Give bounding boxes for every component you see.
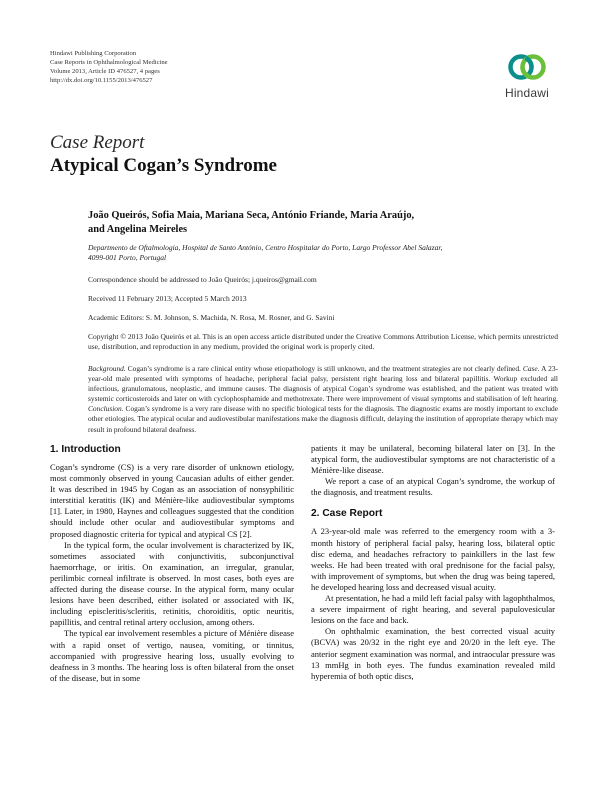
intro-paragraph-report: We report a case of an atypical Cogan’s syndrome, the workup of the diagnosis, and treatment results. [311, 476, 555, 498]
abstract-conclusion-label: Conclusion. [88, 404, 124, 414]
received-dates: Received 11 February 2013; Accepted 5 March 2013 [88, 294, 247, 303]
abstract-conclusion-text: Cogan’s syndrome is a very rare disease with no specific biological tests for the diagnosis. The diagnostic exams are mostly important to exclude other etiologies. The atypical ocular and audiovestibular manifestations make the diagnosis difficult, delaying the institution of appropriate therapy which may result in profound bilateral deafness. [88, 404, 558, 434]
logo-wordmark: Hindawi [504, 86, 550, 100]
authors-line-1: João Queirós, Sofia Maia, Mariana Seca, António Friande, Maria Araújo, [88, 210, 415, 221]
abstract-case-text: A 23-year-old male presented with symptoms of headache, peripheral facial palsy, persistent right hearing loss and bilateral papillitis. Workup excluded all infectious, granulomatous, neoplastic, and immune causes. The diagnosis of atypical Cogan’s syndrome was established, and the patient was treated with systemic corticosteroids and later on with cyclophosphamide and methotrexate. There were improvement of visual symptoms and stabilisation of left hearing. [88, 364, 558, 404]
author-list [88, 209, 558, 236]
affiliation-line-2: 4099-001 Porto, Portugal [88, 253, 167, 262]
article-title: Atypical Cogan’s Syndrome [50, 155, 277, 176]
journal-header [50, 49, 370, 85]
doi-link[interactable]: http://dx.doi.org/10.1155/2013/476527 [50, 77, 153, 84]
hindawi-rings-icon [507, 47, 547, 87]
copyright-notice: Copyright © 2013 João Queirós et al. This is an open access article distributed under the Creative Commons Attribution License, which permits unrestricted use, distribution, and reproduction in any medium, provided the original work is properly cited. [88, 332, 558, 351]
abstract-case-label: Case. [522, 364, 540, 373]
volume-info: Volume 2013, Article ID 476527, 4 pages [50, 68, 160, 75]
left-column [50, 443, 294, 684]
abstract-background-label: Background. [88, 364, 126, 373]
case-paragraph-2: At presentation, he had a mild left facial palsy with lagophthalmos, a severe impairment of right hearing, and several papulovesicular lesions on the face and back. [311, 593, 555, 626]
case-paragraph-1: A 23-year-old male was referred to the emergency room with a 3-month history of peripheral facial palsy, hearing loss, bilateral optic disc edema, and headaches refractory to painkillers in the last few weeks. He had been treated with oral prednisone for the facial palsy, with improvement of symptoms, but when the drug was being tapered, he developed hearing loss and decreased visual acuity. [311, 526, 555, 592]
section-gap [311, 498, 555, 507]
case-report-heading: 2. Case Report [311, 508, 383, 520]
authors-line-2: and Angelina Meireles [88, 223, 188, 235]
article-type: Case Report [50, 132, 145, 153]
case-paragraph-3: On ophthalmic examination, the best corrected visual acuity (BCVA) was 20/32 in the right eye and 20/20 in the left eye. The anterior segment examination was normal, and intraocular pressure was 13 mmHg in both eyes. The fundus examination revealed mild hyperemia of both optic discs, [311, 626, 555, 681]
journal-name: Case Reports in Ophthalmological Medicine [50, 59, 168, 66]
abstract [88, 364, 558, 435]
affiliation-line-1: Departmento de Oftalmologia, Hospital de Santo António, Centro Hospitalar do Porto, Largo Professor Abel Salazar, [88, 243, 443, 252]
affiliation [88, 243, 558, 263]
correspondence: Correspondence should be addressed to João Queirós; j.queiros@gmail.com [88, 275, 317, 284]
academic-editors: Academic Editors: S. M. Johnson, S. Machida, N. Rosa, M. Rosner, and G. Savini [88, 313, 335, 322]
intro-paragraph-2: In the typical form, the ocular involvement is characterized by IK, sometimes associated with conjunctivitis, subconjunctival haemorrhage, or iritis. On examination, an irregular, granular, perilimbic corneal infiltrate is observed. In most cases, both eyes are affected during the disease course. In the atypical form, many ocular lesions have been described, either isolated or associated with IK, including episcleritis/scleritis, retinitis, choroiditis, optic neuritis, papillitis, and central retinal artery occlusion, among others. [50, 539, 294, 628]
right-column [311, 443, 555, 682]
publisher-name: Hindawi Publishing Corporation [50, 50, 137, 57]
intro-paragraph-1: Cogan’s syndrome (CS) is a very rare disorder of unknown etiology, most commonly observed in young Caucasian adults of either gender. It was described in 1945 by Cogan as an association of nonsyphilitic interstitial keratitis (IK) and Ménière-like audiovestibular symptoms [1]. Later, in 1980, Haynes and colleagues suggested that the condition should include other ocular and audiovestibular symptoms and proposed diagnostic criteria for typical and atypical CS [2]. [50, 462, 294, 539]
intro-paragraph-3: The typical ear involvement resembles a picture of Ménière disease with a rapid onset of vertigo, nausea, vomiting, or tinnitus, accompanied with progressive hearing loss, usually evolving to deafness in 3 months. The hearing loss is often bilateral from the onset of the disease, but in some [50, 628, 294, 683]
intro-paragraph-continued: patients it may be unilateral, becoming bilateral later on [3]. In the atypical form, the audiovestibular symptoms are not characteristic of a Ménière-like disease. [311, 443, 555, 476]
hindawi-logo [499, 47, 555, 107]
introduction-heading: 1. Introduction [50, 444, 121, 455]
abstract-background-text: Cogan’s syndrome is a rare clinical entity whose etiopathology is still unknown, and the treatment strategies are not clearly defined. [125, 364, 523, 373]
